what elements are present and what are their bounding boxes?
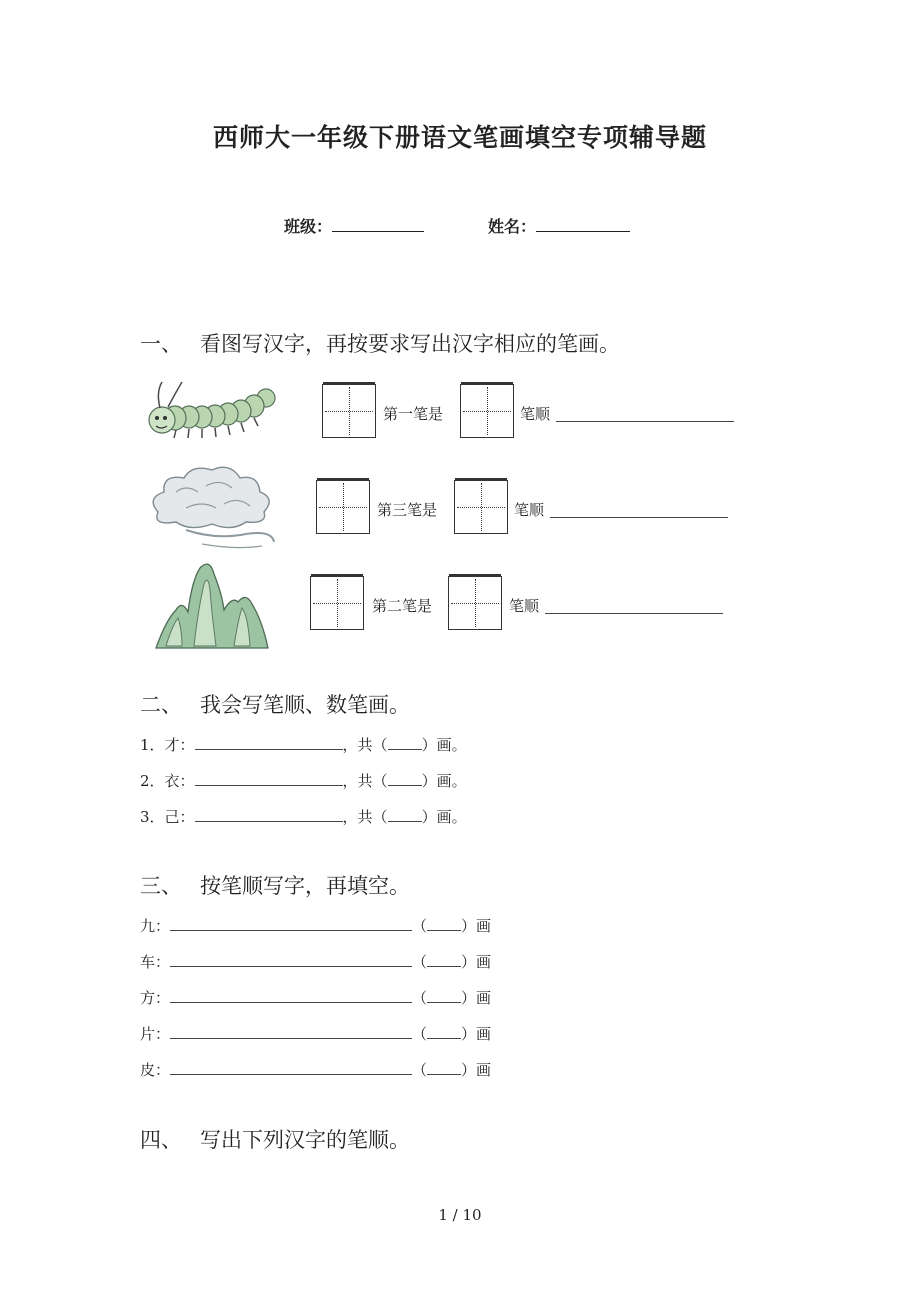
item-char: 车： bbox=[140, 953, 171, 971]
section-3-text: 按笔顺写字，再填空。 bbox=[200, 874, 410, 898]
name-blank[interactable] bbox=[536, 231, 630, 232]
list-item bbox=[140, 1059, 491, 1080]
row-3-order-label: 笔顺 bbox=[509, 597, 540, 615]
list-item bbox=[140, 1023, 491, 1044]
class-field[interactable] bbox=[284, 214, 424, 237]
name-field[interactable] bbox=[488, 214, 630, 237]
caterpillar-icon bbox=[146, 376, 286, 452]
writing-box-2b[interactable] bbox=[454, 480, 508, 534]
item-mid: ，共（ bbox=[342, 772, 388, 790]
row-3-order-blank[interactable] bbox=[545, 599, 723, 614]
item-mid: ，共（ bbox=[342, 736, 388, 754]
list-item bbox=[140, 951, 491, 972]
stroke-count-blank[interactable] bbox=[427, 988, 461, 1003]
item-char: 皮： bbox=[140, 1061, 171, 1079]
section-3-heading bbox=[140, 870, 410, 900]
item-open: （ bbox=[412, 917, 428, 935]
section-2-text: 我会写笔顺、数笔画。 bbox=[200, 693, 410, 717]
writing-box-3a[interactable] bbox=[310, 576, 364, 630]
stroke-count-blank[interactable] bbox=[427, 1024, 461, 1039]
item-close: ）画 bbox=[461, 953, 492, 971]
section-4-number: 四、 bbox=[140, 1128, 182, 1152]
item-mid: ，共（ bbox=[342, 808, 388, 826]
stroke-count-blank[interactable] bbox=[388, 735, 422, 750]
item-prefix: 1．才： bbox=[140, 736, 195, 754]
page-title: 西师大一年级下册语文笔画填空专项辅导题 bbox=[212, 123, 707, 152]
item-prefix: 2．衣： bbox=[140, 772, 195, 790]
stroke-order-blank[interactable] bbox=[170, 916, 412, 931]
row-2-order-blank[interactable] bbox=[550, 503, 728, 518]
writing-box-1b[interactable] bbox=[460, 384, 514, 438]
stroke-order-blank[interactable] bbox=[170, 1024, 412, 1039]
item-char: 九： bbox=[140, 917, 171, 935]
writing-box-3b[interactable] bbox=[448, 576, 502, 630]
row-2-order-label: 笔顺 bbox=[514, 501, 545, 519]
section-2-number: 二、 bbox=[140, 693, 182, 717]
list-item bbox=[140, 987, 491, 1008]
section-4-heading bbox=[140, 1124, 410, 1154]
stroke-count-blank[interactable] bbox=[427, 952, 461, 967]
cloud-icon bbox=[146, 462, 276, 552]
item-prefix: 3．己： bbox=[140, 808, 195, 826]
section-2-heading bbox=[140, 689, 410, 719]
item-open: （ bbox=[412, 1025, 428, 1043]
item-open: （ bbox=[412, 1061, 428, 1079]
class-blank[interactable] bbox=[332, 231, 424, 232]
stroke-count-blank[interactable] bbox=[427, 916, 461, 931]
name-label: 姓名： bbox=[488, 217, 537, 236]
item-open: （ bbox=[412, 953, 428, 971]
list-item bbox=[140, 806, 467, 827]
section-1-heading bbox=[140, 328, 620, 358]
stroke-count-blank[interactable] bbox=[427, 1060, 461, 1075]
stroke-order-blank[interactable] bbox=[170, 988, 412, 1003]
writing-box-2a[interactable] bbox=[316, 480, 370, 534]
item-close: ）画 bbox=[461, 917, 492, 935]
section-1-text: 看图写汉字，再按要求写出汉字相应的笔画。 bbox=[200, 332, 620, 356]
row-1-order-blank[interactable] bbox=[556, 407, 734, 422]
mountain-icon bbox=[152, 560, 272, 652]
page-number: 1 / 10 bbox=[438, 1206, 482, 1224]
stroke-order-blank[interactable] bbox=[195, 771, 343, 786]
item-close: ）画 bbox=[461, 1025, 492, 1043]
item-char: 片： bbox=[140, 1025, 171, 1043]
item-close: ）画 bbox=[461, 989, 492, 1007]
stroke-count-blank[interactable] bbox=[388, 807, 422, 822]
stroke-order-blank[interactable] bbox=[170, 1060, 412, 1075]
item-char: 方： bbox=[140, 989, 171, 1007]
stroke-order-blank[interactable] bbox=[195, 735, 343, 750]
list-item bbox=[140, 770, 467, 791]
item-open: （ bbox=[412, 989, 428, 1007]
row-3-stroke-label: 第二笔是 bbox=[372, 597, 433, 615]
list-item bbox=[140, 734, 467, 755]
item-suffix: ）画。 bbox=[421, 808, 467, 826]
stroke-order-blank[interactable] bbox=[195, 807, 343, 822]
item-suffix: ）画。 bbox=[421, 772, 467, 790]
class-label: 班级： bbox=[284, 217, 333, 236]
section-3-number: 三、 bbox=[140, 874, 182, 898]
writing-box-1a[interactable] bbox=[322, 384, 376, 438]
row-1-order-label: 笔顺 bbox=[520, 405, 551, 423]
section-1-number: 一、 bbox=[140, 332, 182, 356]
row-2-stroke-label: 第三笔是 bbox=[377, 501, 438, 519]
item-suffix: ）画。 bbox=[421, 736, 467, 754]
list-item bbox=[140, 915, 491, 936]
item-close: ）画 bbox=[461, 1061, 492, 1079]
row-1-stroke-label: 第一笔是 bbox=[383, 405, 444, 423]
stroke-order-blank[interactable] bbox=[170, 952, 412, 967]
section-4-text: 写出下列汉字的笔顺。 bbox=[200, 1128, 410, 1152]
stroke-count-blank[interactable] bbox=[388, 771, 422, 786]
